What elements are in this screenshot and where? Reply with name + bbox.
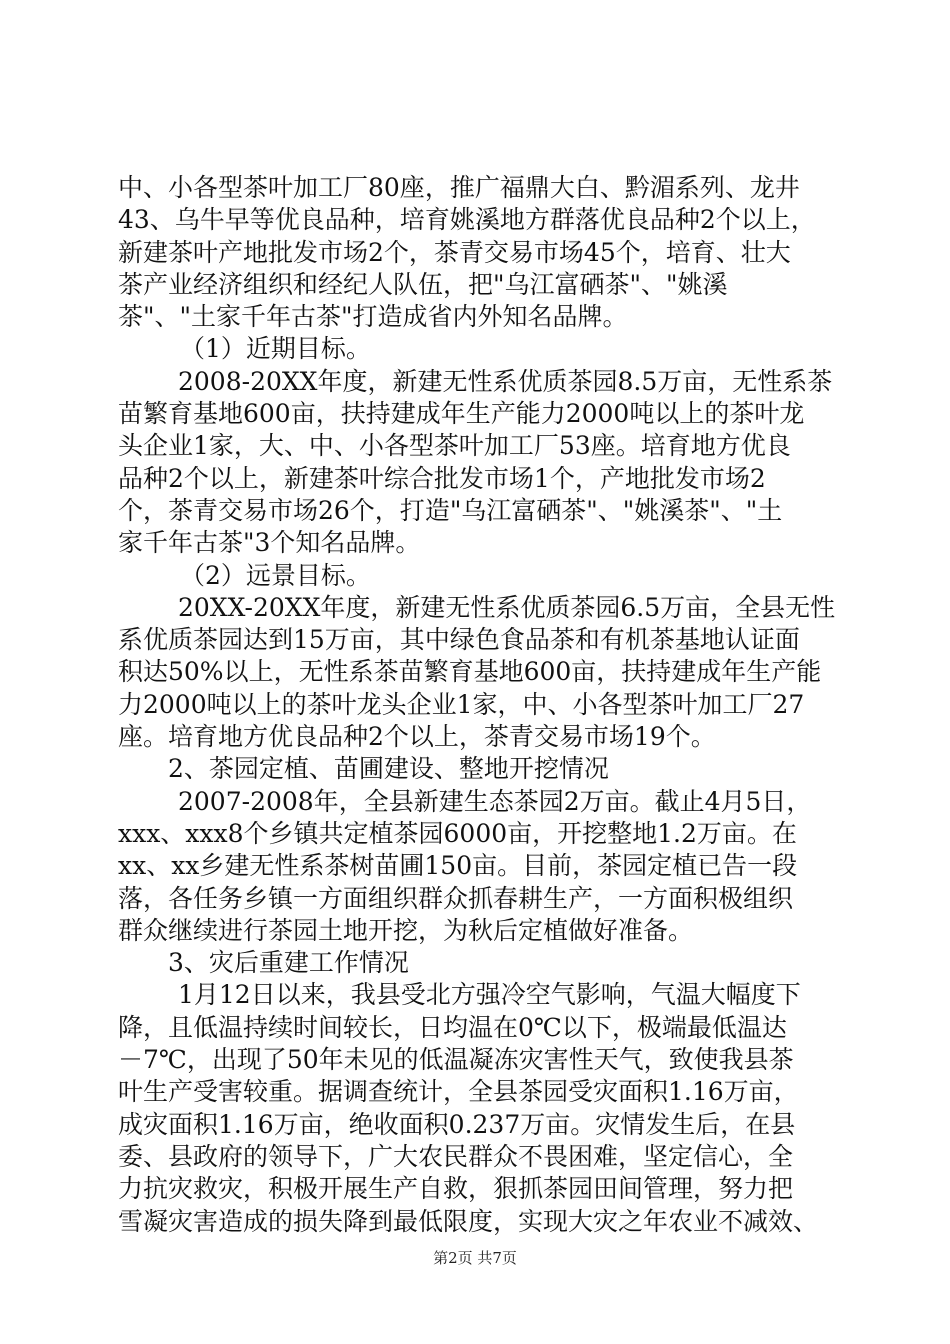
text-line: 委、县政府的领导下，广大农民群众不畏困难，坚定信心，全 bbox=[118, 1141, 794, 1171]
text-line: 43、乌牛早等优良品种，培育姚溪地方群落优良品种2个以上， bbox=[118, 205, 816, 235]
text-line: 成灾面积1.16万亩，绝收面积0.237万亩。灾情发生后，在县 bbox=[118, 1109, 796, 1139]
text-line: 系优质茶园达到15万亩，其中绿色食品茶和有机茶基地认证面 bbox=[118, 625, 800, 655]
text-line: 积达50%以上，无性系茶苗繁育基地600亩，扶持建成年生产能 bbox=[118, 657, 822, 687]
text-line: 群众继续进行茶园土地开挖，为秋后定植做好准备。 bbox=[118, 915, 694, 945]
text-line: 茶产业经济组织和经纪人队伍，把"乌江富硒茶"、"姚溪 bbox=[118, 269, 728, 299]
text-line: 力2000吨以上的茶叶龙头企业1家，中、小各型茶叶加工厂27 bbox=[118, 689, 805, 719]
text-line: 茶"、"土家千年古茶"打造成省内外知名品牌。 bbox=[118, 302, 628, 332]
text-line: 力抗灾救灾，积极开展生产自救，狠抓茶园田间管理，努力把 bbox=[118, 1174, 794, 1204]
text-line: 中、小各型茶叶加工厂80座，推广福鼎大白、黔湄系列、龙井 bbox=[118, 173, 800, 202]
text-line: 降，且低温持续时间较长，日均温在0℃以下，极端最低温达 bbox=[118, 1012, 787, 1042]
text-line: 叶生产受害较重。据调查统计，全县茶园受灾面积1.16万亩， bbox=[118, 1077, 799, 1107]
text-line: 落，各任务乡镇一方面组织群众抓春耕生产，一方面积极组织 bbox=[118, 883, 794, 913]
body-text bbox=[118, 172, 850, 1238]
section-heading-2: 2、茶园定植、苗圃建设、整地开挖情况 bbox=[168, 754, 609, 784]
section-heading-3: 3、灾后重建工作情况 bbox=[168, 948, 409, 978]
text-line: 新建茶叶产地批发市场2个，茶青交易市场45个，培育、壮大 bbox=[118, 237, 791, 267]
text-line: xx、xx乡建无性系茶树苗圃150亩。目前，茶园定植已告一段 bbox=[118, 851, 798, 881]
subheading-near-term: （1）近期目标。 bbox=[180, 334, 371, 364]
text-line: 1月12日以来，我县受北方强冷空气影响，气温大幅度下 bbox=[178, 980, 801, 1010]
text-line: 2007-2008年，全县新建生态茶园2万亩。截止4月5日， bbox=[178, 786, 812, 816]
text-line: 20XX-20XX年度，新建无性系优质茶园6.5万亩，全县无性 bbox=[178, 592, 836, 622]
text-line: 雪凝灾害造成的损失降到最低限度，实现大灾之年农业不减效、 bbox=[118, 1206, 819, 1236]
text-line: 家千年古茶"3个知名品牌。 bbox=[118, 528, 421, 558]
text-line: xxx、xxx8个乡镇共定植茶园6000亩，开挖整地1.2万亩。在 bbox=[118, 818, 797, 848]
text-line: 个，茶青交易市场26个，打造"乌江富硒茶"、"姚溪茶"、"土 bbox=[118, 495, 783, 525]
text-line: 2008-20XX年度，新建无性系优质茶园8.5万亩，无性系茶 bbox=[178, 366, 833, 396]
text-line: 头企业1家，大、中、小各型茶叶加工厂53座。培育地方优良 bbox=[118, 431, 791, 461]
text-line: 苗繁育基地600亩，扶持建成年生产能力2000吨以上的茶叶龙 bbox=[118, 399, 805, 429]
text-line: －7℃，出现了50年未见的低温凝冻灾害性天气，致使我县茶 bbox=[118, 1045, 794, 1075]
text-line: 品种2个以上，新建茶叶综合批发市场1个，产地批发市场2 bbox=[118, 463, 766, 493]
subheading-long-term: （2）远景目标。 bbox=[180, 560, 371, 590]
page-number: 第2页 共7页 bbox=[433, 1249, 517, 1267]
text-line: 座。培育地方优良品种2个以上，茶青交易市场19个。 bbox=[118, 722, 716, 752]
